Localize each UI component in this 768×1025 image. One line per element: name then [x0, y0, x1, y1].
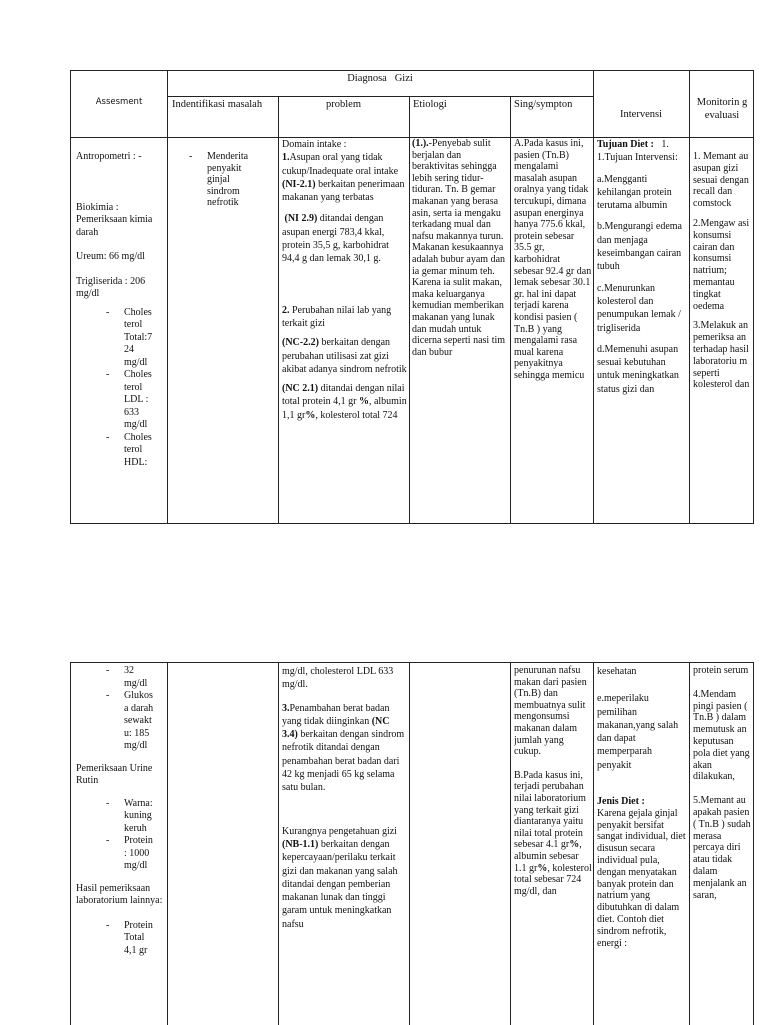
unit: % — [569, 839, 580, 851]
problem-text: , albumin 1,1 gr — [282, 396, 407, 421]
problem-code: (NI-2.1) — [282, 178, 316, 190]
monitoring-text: 1. Memant au asupan gizi sesuai dengan recall dan comstock — [693, 151, 749, 210]
problem-text: Kurangnya pengetahuan gizi — [282, 825, 397, 837]
problem-code: (NI 2.9) — [284, 213, 318, 225]
header-diagnosa-gizi: Diagnosa Gizi — [347, 73, 413, 84]
etiologi-code: (1.). — [412, 138, 429, 149]
header-identifikasi: Indentifikasi masalah — [172, 99, 263, 110]
problem-cell — [282, 138, 407, 422]
intervensi-text: d.Memenuhi asupan sesuai kebutuhan untuk meningkatkan status gizi dan — [597, 343, 679, 395]
list-item: - Choles terol LDL : 633 mg/dl — [106, 369, 156, 432]
list-item: - Choles terol Total:7 24 mg/dl — [106, 307, 156, 370]
list-item: - Warna: kuning keruh — [106, 798, 158, 836]
problem-num: 2. — [282, 304, 290, 316]
intervensi-text: c.Menurunkan kolesterol dan penumpukan lemak / trigliserida — [597, 282, 681, 334]
problem-num: 3. — [282, 702, 290, 714]
assessment-cell-cont — [76, 665, 166, 957]
monitoring-text: 4.Mendam pingi pasien ( Tn.B ) dalam memutusk an keputusan pola diet yang akan dilakukan, — [693, 688, 750, 783]
intervensi-text: 1.Tujuan Intervensi: — [597, 152, 678, 164]
intervensi-text: 1. — [661, 139, 669, 150]
intervensi-text: e.meperilaku pemilihan makanan,yang salah dan dapat memperparah penyakit — [597, 693, 679, 771]
intervensi-cell — [597, 138, 687, 396]
header-sign-symptom: Sing/sympton — [514, 99, 573, 110]
problem-text: berkaitan dengan perubahan utilisasi zat gizi akibat adanya sindrom nefrotik — [282, 337, 407, 375]
list-item: - Choles terol HDL: — [106, 432, 156, 470]
problem-text: , kolesterol total 724 — [315, 409, 398, 421]
problem-code: (NC-2.2) — [282, 337, 319, 349]
intervensi-text: Karena gejala ginjal penyakit bersifat sangat individual, diet disusun secara individual pula, dengan menyatakan banyak protein dan natrium yang dibutuhkan di dalam diet. Contoh diet sindrom nefrotik, energi : — [597, 807, 686, 949]
intervensi-cell-cont — [597, 665, 687, 949]
sign-text: , kolesterol total sebesar 724 mg/dl, dan — [514, 862, 592, 897]
sign-text: , albumin sebesar 1.1 gr — [514, 839, 582, 874]
monitoring-text: 3.Melakuk an pemeriksa an terhadap hasil laboratoriu m seperti kolesterol dan — [693, 320, 750, 391]
etiologi-text: -Penyebab sulit berjalan dan beraktivitas sehingga lebih sering tidur-tiduran. Tn. B gemar makanan yang berasa asin, serta ia mengaku terkadang mual dan nafsu makannya turun. Makanan kesukaannya adalah bubur ayam dan ia gemar minum teh. Karena ia sulit makan, maka keluarganya kemudian memberikan makanan yang lunak dan mudah untuk dicerna seperti nasi tim dan bubur — [412, 138, 506, 358]
list-item: - 32 mg/dl — [106, 665, 158, 690]
ureum: Ureum: 66 mg/dl — [76, 251, 145, 262]
monitoring-cell-cont — [693, 665, 751, 901]
antropometri: Antropometri : - — [76, 151, 142, 162]
unit: % — [305, 409, 316, 421]
list-item: - Glukos a darah sewakt u: 185 mg/dl — [106, 690, 158, 753]
unit: % — [358, 396, 369, 408]
problem-code: (NC 3.4) — [282, 715, 390, 741]
list-item: - Protein : 1000 mg/dl — [106, 835, 158, 873]
sign-symptom-cell: A.Pada kasus ini, pasien (Tn.B) mengalami masalah asupan oralnya yang tidak tercukupi, dimana asupan energinya hanya 775.6 kkal, protein sebesar 35.5 gr, karbohidrat sebesar 92.4 gr dan lemak sebesar 30.1 gr. hal ini dapat terjadi karena kondisi pasien ( Tn.B ) yang mengalami rasa mual karena penyakitnya sehingga memicu — [514, 138, 592, 381]
assessment-cell — [76, 151, 166, 469]
monitoring-text: protein serum — [693, 665, 749, 676]
header-intervensi: Intervensi — [620, 109, 662, 120]
sign-symptom-cell-cont — [514, 665, 592, 897]
tujuan-diet-label: Tujuan Diet : — [597, 139, 654, 150]
sign-text: B.Pada kasus ini, terjadi perubahan nilai laboratorium yang terkait gizi diantaranya yaitu nilai total protein sebesar 4.1 gr — [514, 769, 586, 851]
problem-num: 1. — [282, 152, 290, 164]
domain-intake: Domain intake : — [282, 139, 347, 150]
problem-text: Penambahan berat badan yang tidak diinginkan — [282, 702, 390, 727]
identifikasi-cell — [172, 151, 276, 209]
problem-text: mg/dl, cholesterol LDL 633 mg/dl. — [282, 666, 394, 691]
problem-code: (NC 2.1) — [282, 383, 319, 395]
sign-text: penurunan nafsu makan dari pasien (Tn.B) dan membuatnya sulit mengonsumsi makanan dalam jumlah yang cukup. — [514, 665, 587, 758]
etiologi-cell — [412, 138, 509, 358]
header-problem: problem — [326, 99, 361, 110]
problem-text: ditandai dengan nilai total protein 4,1 gr — [282, 383, 405, 408]
problem-text: berkaitan penerimaan makanan yang terbatas — [282, 178, 405, 204]
monitoring-text: 2.Mengaw asi konsumsi cairan dan konsumsi natrium; memantau tingkat oedema — [693, 217, 750, 312]
intervensi-text: a.Mengganti kehilangan protein terutama albumin — [597, 173, 672, 212]
hasil-header: Hasil pemeriksaan laboratorium lainnya: — [76, 882, 163, 906]
problem-text: berkaitan dengan kepercayaan/perilaku terkait gizi dan makanan yang salah ditandai dengan pemberian makanan lunak dan tinggi garam untuk meningkatkan nafsu — [282, 838, 398, 930]
header-monitoring: Monitorin g evaluasi — [696, 97, 748, 121]
list-item: - Protein Total 4,1 gr — [106, 920, 158, 958]
trigliserida: Trigliserida : 206 mg/dl — [76, 275, 146, 299]
problem-code: (NB-1.1) — [282, 838, 319, 850]
problem-text: Perubahan nilai lab yang terkait gizi — [282, 304, 392, 329]
urine-header: Pemeriksaan Urine Rutin — [76, 762, 153, 786]
monitoring-cell — [693, 151, 751, 391]
problem-text: ditandai dengan asupan energi 783,4 kkal, protein 35,5 g, karbohidrat 94,4 g dan lemak 30,1 g. — [282, 213, 389, 265]
problem-text: berkaitan dengan sindrom nefrotik ditandai dengan penambahan berat badan dari 42 kg menjadi 65 kg selama satu bulan. — [282, 729, 405, 794]
identifikasi-item: - Menderita penyakit ginjal sindrom nefrotik — [189, 151, 253, 209]
problem-text: Asupan oral yang tidak cukup/Inadequate oral intake — [282, 152, 399, 177]
intervensi-text: b.Mengurangi edema dan menjaga keseimbangan cairan tubuh — [597, 221, 682, 273]
jenis-diet-label: Jenis Diet : — [597, 796, 645, 808]
unit: % — [537, 862, 548, 874]
monitoring-text: 5.Memant au apakah pasien ( Tn.B ) sudah merasa percaya diri atau tidak dalam menjalank an saran, — [693, 795, 751, 901]
biokimia: Biokimia : Pemeriksaan kimia darah — [76, 201, 153, 238]
intervensi-text: kesehatan — [597, 666, 637, 677]
assessment-table-bottom — [70, 662, 754, 1025]
assessment-table-top — [70, 70, 754, 524]
header-etiologi: Etiologi — [413, 99, 447, 110]
problem-cell-cont — [282, 665, 407, 931]
header-assessment: Assesment — [95, 97, 143, 107]
